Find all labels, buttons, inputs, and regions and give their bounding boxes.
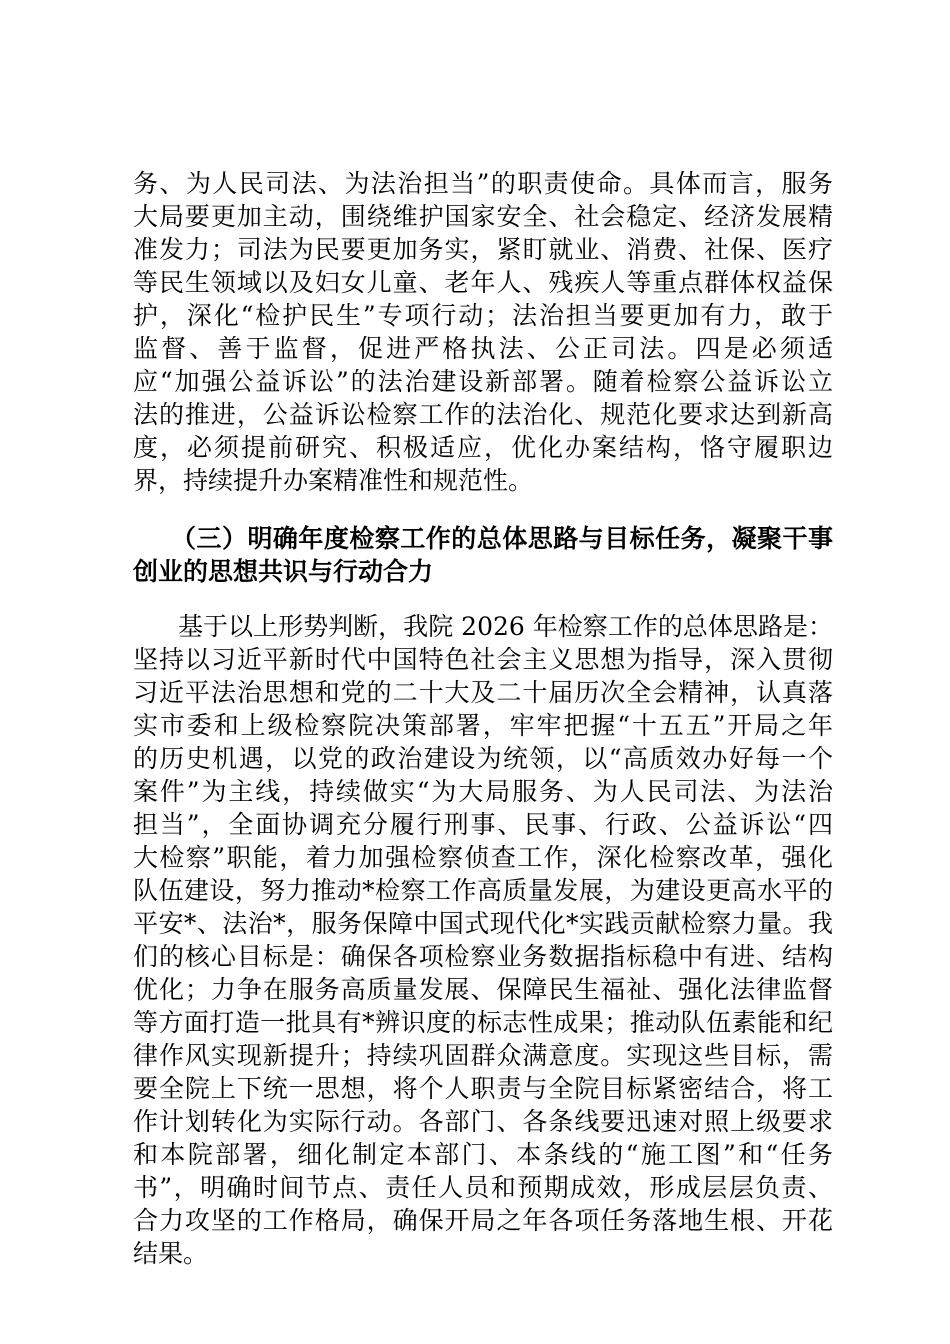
text-line: 和本院部署，细化制定本部门、本条线的“施工图”和“任务 xyxy=(133,1140,833,1169)
text-line: 要全院上下统一思想，将个人职责与全院目标紧密结合，将工 xyxy=(133,1074,833,1103)
text-line: 等民生领域以及妇女儿童、老年人、残疾人等重点群体权益保 xyxy=(133,268,833,297)
text-line: 务、为人民司法、为法治担当”的职责使命。具体而言，服务 xyxy=(133,169,833,198)
text-line: 合力攻坚的工作格局，确保开局之年各项任务落地生根、开花 xyxy=(133,1206,833,1235)
text-line: 度，必须提前研究、积极适应，优化办案结构，恪守履职边 xyxy=(133,433,833,462)
text-line: 监督、善于监督，促进严格执法、公正司法。四是必须适 xyxy=(133,334,833,363)
text-line: 律作风实现新提升；持续巩固群众满意度。实现这些目标，需 xyxy=(133,1041,833,1070)
text-line: 界，持续提升办案精准性和规范性。 xyxy=(133,466,534,495)
text-line: 坚持以习近平新时代中国特色社会主义思想为指导，深入贯彻 xyxy=(133,645,833,674)
text-line: 案件”为主线，持续做实“为大局服务、为人民司法、为法治 xyxy=(133,777,833,806)
text-line: 的历史机遇，以党的政治建设为统领，以“高质效办好每一个 xyxy=(133,744,833,773)
text-line: 大检察”职能，着力加强检察侦查工作，深化检察改革，强化 xyxy=(133,843,833,872)
text-line: 作计划转化为实际行动。各部门、各条线要迅速对照上级要求 xyxy=(133,1107,833,1136)
text-line: 平安*、法治*，服务保障中国式现代化*实践贡献检察力量。我 xyxy=(133,909,833,938)
text-line: 基于以上形势判断，我院 2026 年检察工作的总体思路是： xyxy=(178,612,833,641)
text-line: 队伍建设，努力推动*检察工作高质量发展，为建设更高水平的 xyxy=(133,876,833,905)
text-line: 优化；力争在服务高质量发展、保障民生福祉、强化法律监督 xyxy=(133,975,833,1004)
text-line: 法的推进，公益诉讼检察工作的法治化、规范化要求达到新高 xyxy=(133,400,833,429)
text-line: 书”，明确时间节点、责任人员和预期成效，形成层层负责、 xyxy=(133,1173,833,1202)
heading-line: （三）明确年度检察工作的总体思路与目标任务，凝聚干事 xyxy=(171,524,833,553)
text-line: 应“加强公益诉讼”的法治建设新部署。随着检察公益诉讼立 xyxy=(133,367,833,396)
text-line: 护，深化“检护民生”专项行动；法治担当要更加有力，敢于 xyxy=(133,301,833,330)
text-line: 们的核心目标是：确保各项检察业务数据指标稳中有进、结构 xyxy=(133,942,833,971)
text-line: 准发力；司法为民要更加务实，紧盯就业、消费、社保、医疗 xyxy=(133,235,833,264)
heading-line: 创业的思想共识与行动合力 xyxy=(133,557,434,586)
text-line: 等方面打造一批具有*辨识度的标志性成果；推动队伍素能和纪 xyxy=(133,1008,833,1037)
text-line: 结果。 xyxy=(133,1239,209,1268)
text-line: 实市委和上级检察院决策部署，牢牢把握“十五五”开局之年 xyxy=(133,711,833,740)
text-line: 担当”，全面协调充分履行刑事、民事、行政、公益诉讼“四 xyxy=(133,810,833,839)
text-line: 习近平法治思想和党的二十大及二十届历次全会精神，认真落 xyxy=(133,678,833,707)
text-line: 大局要更加主动，围绕维护国家安全、社会稳定、经济发展精 xyxy=(133,202,833,231)
